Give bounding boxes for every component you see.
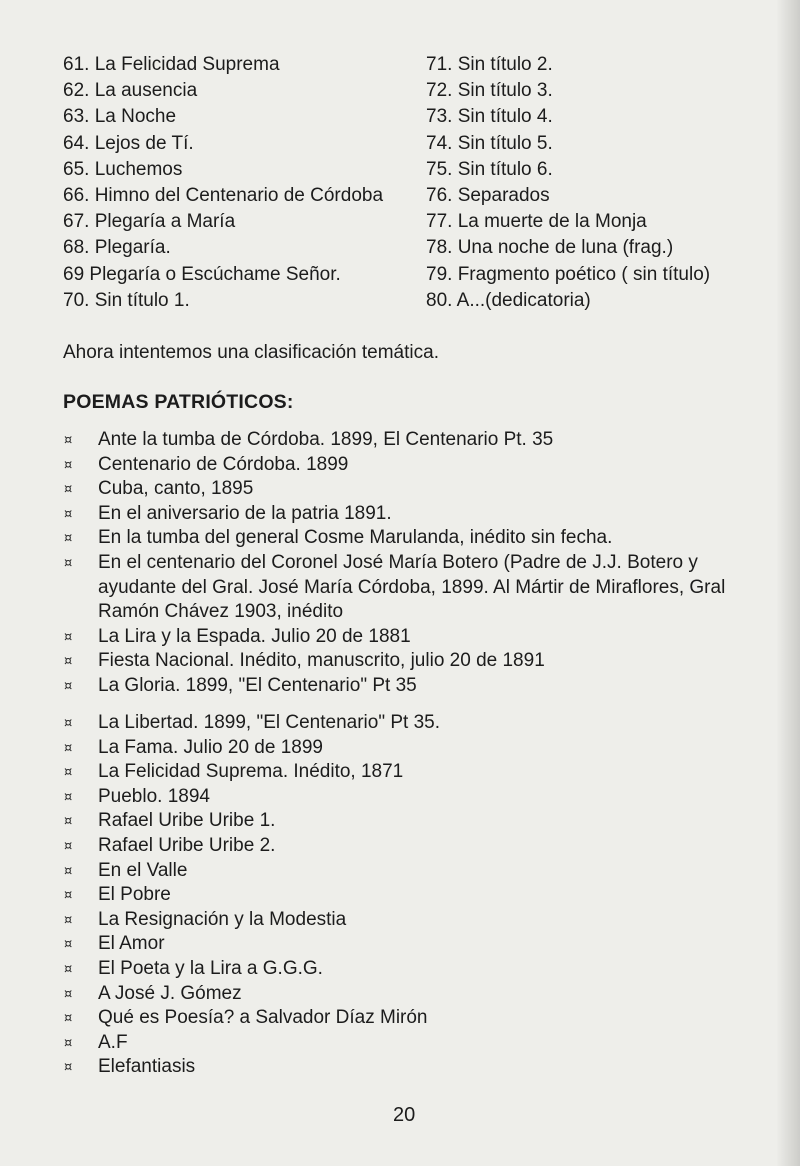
poem-title: En la tumba del general Cosme Marulanda, inédito sin fecha.	[98, 527, 613, 549]
poem-list-item	[62, 760, 756, 785]
bullet-icon: ¤	[64, 654, 73, 670]
poem-list-item	[62, 551, 756, 625]
poem-title: Fiesta Nacional. Inédito, manuscrito, julio 20 de 1891	[98, 650, 545, 672]
bullet-icon: ¤	[64, 1060, 73, 1076]
poem-list-group-2	[62, 711, 756, 1080]
poem-title: Qué es Poesía? a Salvador Díaz Mirón	[98, 1007, 428, 1029]
index-entry: 61. La Felicidad Suprema	[63, 54, 280, 75]
index-entry: 78. Una noche de luna (frag.)	[426, 237, 674, 259]
index-entry: 71. Sin título 2.	[426, 54, 553, 75]
poem-title: El Amor	[98, 933, 165, 955]
poem-title: Ante la tumba de Córdoba. 1899, El Centenario Pt. 35	[98, 429, 554, 450]
poem-list-item	[62, 957, 756, 982]
poem-list-item	[62, 932, 756, 957]
bullet-icon: ¤	[64, 555, 73, 571]
bullet-icon: ¤	[64, 740, 73, 756]
index-entry: 63. La Noche	[63, 106, 177, 128]
bullet-icon: ¤	[64, 937, 73, 953]
bullet-icon: ¤	[64, 433, 73, 448]
bullet-icon: ¤	[64, 912, 73, 928]
poem-list-item	[62, 809, 756, 834]
poem-title: Elefantiasis	[98, 1056, 196, 1078]
bullet-icon: ¤	[64, 482, 73, 498]
index-entry: 62. La ausencia	[63, 80, 198, 102]
poem-title: La Felicidad Suprema. Inédito, 1871	[98, 761, 404, 783]
index-entry: 74. Sin título 5.	[426, 132, 553, 154]
poem-list-item	[62, 859, 756, 884]
index-entry: 73. Sin título 4.	[426, 106, 553, 128]
poem-title: Cuba, canto, 1895	[98, 478, 254, 500]
bullet-icon: ¤	[64, 716, 73, 731]
poem-list-item	[62, 526, 756, 551]
poem-title: La Lira y la Espada. Julio 20 de 1881	[98, 625, 411, 647]
index-entry: 69 Plegaría o Escúchame Señor.	[63, 263, 341, 285]
index-entry: 65. Luchemos	[63, 158, 183, 180]
poem-list-item	[62, 453, 756, 478]
poem-list-item	[62, 428, 756, 453]
poem-title: A José J. Gómez	[98, 982, 242, 1004]
index-entry: 66. Himno del Centenario de Córdoba	[63, 185, 384, 207]
bullet-icon: ¤	[64, 863, 73, 879]
bullet-icon: ¤	[64, 531, 73, 547]
poem-title: La Resignación y la Modestia	[98, 908, 347, 930]
index-column-right	[426, 52, 710, 314]
bullet-icon: ¤	[64, 1035, 73, 1051]
poem-title: Rafael Uribe Uribe 1.	[98, 810, 276, 832]
section-heading: POEMAS PATRIÓTICOS:	[63, 391, 294, 413]
poem-title: La Libertad. 1899, "El Centenario" Pt 35.	[98, 712, 440, 733]
poem-list-item	[62, 502, 756, 527]
poem-list-item	[62, 477, 756, 502]
poem-title: En el centenario del Coronel José María Botero (Padre de J.J. Botero y ayudante del Gral. José María Córdoba, 1899. Al Mártir de Miraflores, Gral Ramón Chávez 1903, inédito	[98, 551, 726, 623]
poem-list-item	[62, 785, 756, 810]
poem-list-item	[62, 883, 756, 908]
bullet-icon: ¤	[64, 1011, 73, 1027]
poem-list-item	[62, 908, 756, 933]
bullet-icon: ¤	[64, 986, 73, 1002]
page-edge-shadow	[776, 0, 800, 1166]
index-entry: 72. Sin título 3.	[426, 80, 553, 102]
bullet-icon: ¤	[64, 888, 73, 904]
bullet-icon: ¤	[64, 789, 73, 805]
page-number: 20	[393, 1104, 416, 1126]
intro-text: Ahora intentemos una clasificación temática.	[63, 342, 439, 363]
index-entry: 80. A...(dedicatoria)	[426, 289, 591, 311]
index-entry: 64. Lejos de Tí.	[63, 132, 194, 154]
bullet-icon: ¤	[64, 961, 73, 977]
poem-list-item	[62, 711, 756, 736]
poem-list-item	[62, 625, 756, 650]
poem-title: El Pobre	[98, 884, 171, 906]
poem-list-item	[62, 736, 756, 761]
bullet-icon: ¤	[64, 814, 73, 830]
poem-title: La Fama. Julio 20 de 1899	[98, 736, 323, 758]
poem-list-item	[62, 1031, 756, 1056]
poem-title: Pueblo. 1894	[98, 785, 210, 807]
poem-title: En el aniversario de la patria 1891.	[98, 502, 392, 524]
bullet-icon: ¤	[64, 457, 73, 473]
poem-title: A.F	[98, 1031, 128, 1053]
index-entry: 76. Separados	[426, 185, 550, 207]
poem-list-item	[62, 1006, 756, 1031]
poem-title: Centenario de Córdoba. 1899	[98, 453, 349, 475]
index-entry: 79. Fragmento poético ( sin título)	[426, 263, 711, 285]
index-entry: 67. Plegaría a María	[63, 211, 236, 233]
index-entry: 77. La muerte de la Monja	[426, 211, 647, 233]
bullet-icon: ¤	[64, 678, 73, 694]
poem-list-item	[62, 1055, 756, 1080]
poem-list-item	[62, 674, 756, 699]
bullet-icon: ¤	[64, 765, 73, 781]
poem-list-group-1	[62, 428, 756, 699]
bullet-icon: ¤	[64, 629, 73, 645]
index-entry: 68. Plegaría.	[63, 237, 171, 259]
poem-list-item	[62, 834, 756, 859]
poem-title: El Poeta y la Lira a G.G.G.	[98, 957, 323, 979]
poem-title: La Gloria. 1899, "El Centenario" Pt 35	[98, 674, 417, 696]
bullet-icon: ¤	[64, 838, 73, 854]
index-entry: 75. Sin título 6.	[426, 158, 553, 180]
index-column-left	[63, 52, 383, 314]
poem-title: Rafael Uribe Uribe 2.	[98, 834, 276, 856]
poem-list-item	[62, 982, 756, 1007]
index-entry: 70. Sin título 1.	[63, 289, 190, 311]
bullet-icon: ¤	[64, 506, 73, 522]
poem-title: En el Valle	[98, 859, 188, 881]
poem-list-item	[62, 649, 756, 674]
